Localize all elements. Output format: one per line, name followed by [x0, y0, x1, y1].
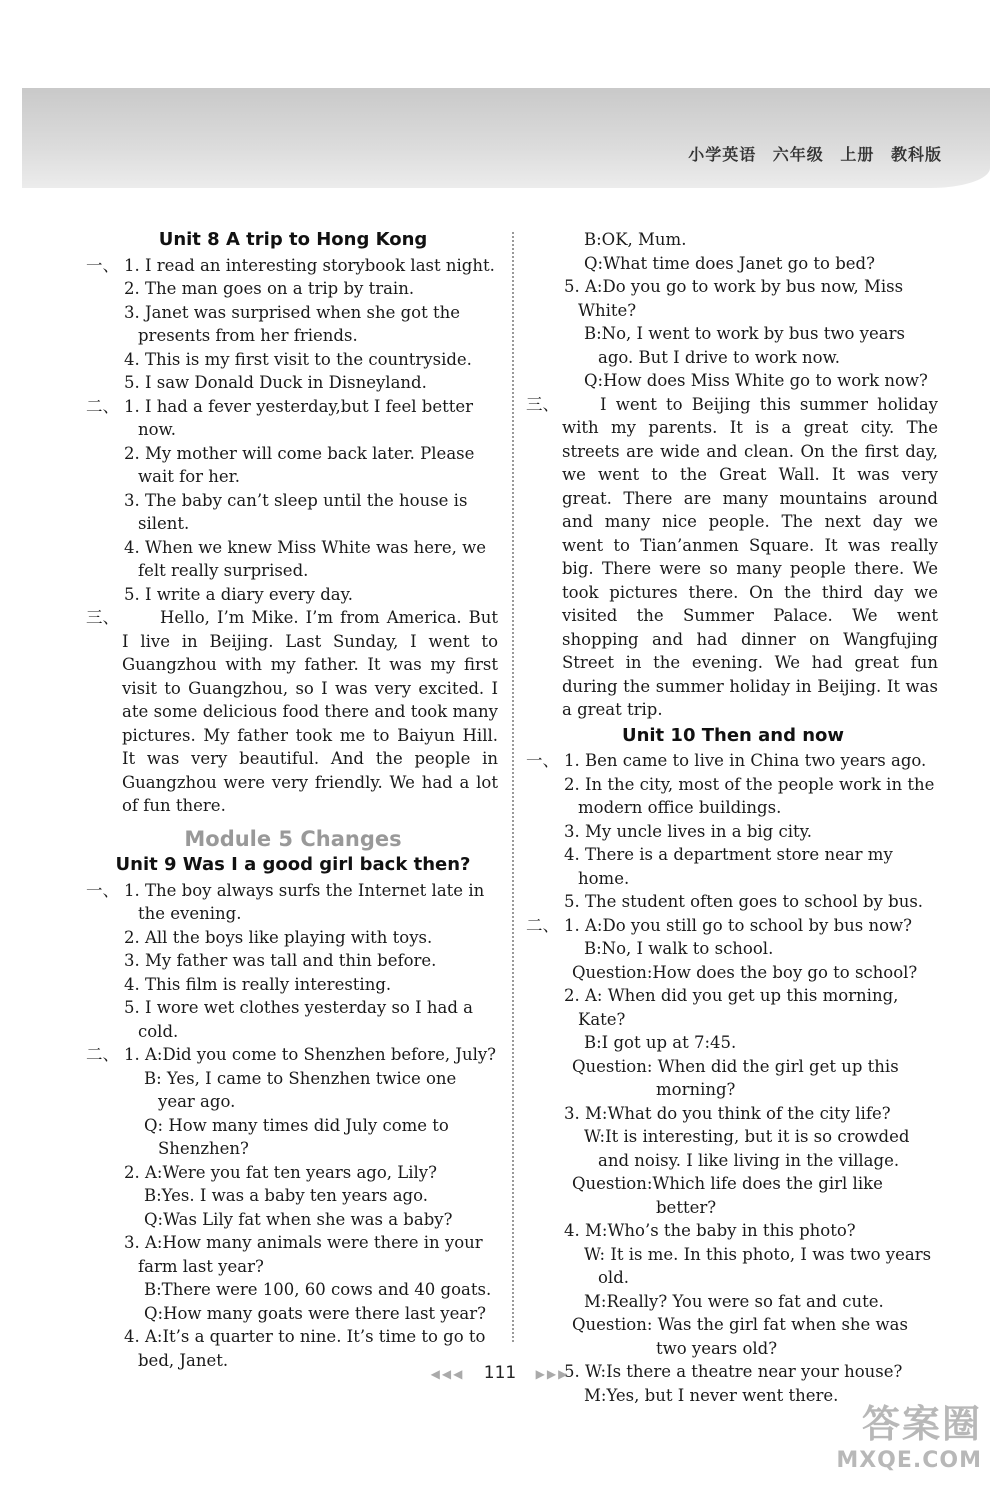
dialogue-line: B:Yes. I was a baby ten years ago. — [144, 1186, 428, 1205]
header-title — [688, 142, 942, 165]
dialogue-line: M:Really? You were so fat and cute. — [584, 1291, 884, 1311]
watermark-logo — [836, 1393, 982, 1473]
dialogue-line: 3. A:How many animals were there in your farm last year? — [124, 1233, 483, 1276]
column-divider — [512, 232, 514, 1342]
dialogue-line: B:No, I went to work by bus two years ago. But I drive to work now. — [584, 324, 905, 367]
dialogue-question: Q: How many times did July come to Shenzhen? — [144, 1115, 449, 1158]
unit9-section-3 — [528, 393, 938, 722]
dialogue-line: 二、 1. A:Do you still go to school by bus now? — [528, 914, 938, 938]
dialogue-line: B:I got up at 7:45. — [584, 1033, 737, 1052]
section-mark: 一、 — [526, 751, 559, 770]
watermark-url: MXQE.COM — [836, 1448, 982, 1473]
list-item: 2. In the city, most of the people work in the modern office buildings. — [564, 774, 935, 817]
list-item: 5. The student often goes to school by bus. — [564, 892, 924, 911]
list-item: 5. I saw Donald Duck in Disneyland. — [124, 373, 427, 392]
dialogue-question: Q:How does Miss White go to work now? — [584, 371, 928, 390]
unit9-section-2 — [88, 1043, 498, 1372]
unit9-title: Unit 9 Was I a good girl back then? — [115, 854, 471, 875]
dialogue-line: 5. W:Is there a theatre near your house? — [564, 1362, 903, 1381]
dialogue-question: Question: When did the girl get up this morning? — [572, 1056, 899, 1099]
dialogue-line: 5. A:Do you go to work by bus now, Miss White? — [564, 277, 904, 320]
right-column — [528, 228, 938, 1407]
list-item: 4. There is a department store near my home. — [564, 845, 893, 888]
list-item: 5. I wore wet clothes yesterday so I had a cold. — [124, 998, 473, 1041]
section-mark: 二、 — [86, 1045, 119, 1064]
left-arrows-icon: ◀◀◀ — [430, 1367, 465, 1381]
dialogue-line: 4. M:Who’s the baby in this photo? — [564, 1221, 856, 1240]
list-item: 一、 1. Ben came to live in China two years ago. — [528, 749, 938, 773]
passage-text: Hello, I’m Mike. I’m from America. But I live in Beijing. Last Sunday, I went to Guangzhou with my father. It was my first visit to Guangzhou, so I was very excited. I ate some delicious food there and took many pictures. My father took me to Baiyun Hill. It was very beautiful. And the people in Guangzhou were very friendly. We had a lot of fun there. — [122, 608, 498, 815]
unit8-section-1 — [88, 254, 498, 395]
section-mark: 二、 — [526, 915, 559, 935]
list-item: 4. This is my first visit to the countryside. — [124, 349, 472, 369]
header-band — [22, 88, 990, 188]
module-title: Module 5 Changes — [184, 826, 402, 851]
left-column — [88, 226, 498, 1372]
dialogue-question: Question:How does the boy go to school? — [572, 962, 918, 982]
right-arrows-icon: ▶▶▶ — [535, 1367, 570, 1381]
page-number-bar — [0, 1363, 1000, 1383]
unit10-section-2 — [528, 914, 938, 1408]
header-subject: 小学英语 — [688, 145, 757, 164]
section-mark: 一、 — [86, 880, 119, 900]
passage-text: I went to Beijing this summer holiday with my parents. It is a great city. The streets are wide and clean. On the first day, we went to the Great Wall. It was very great. There are many mountains around and many nice people. The next day we went to Tian’anmen Square. It was really big. There were so many people there. We took pictures there. On the third day we visited the Summer Palace. We went shopping and had dinner on Wangfujing Street in the evening. We had great fun during the summer holiday in Beijing. It was a great trip. — [562, 394, 938, 719]
dialogue-line: 2. A:Were you fat ten years ago, Lily? — [124, 1162, 437, 1182]
list-item: 3. Janet was surprised when she got the presents from her friends. — [124, 302, 461, 345]
dialogue-line: B:OK, Mum. — [584, 230, 687, 249]
watermark-main: 答案圈 — [861, 1402, 982, 1446]
list-item: 2. My mother will come back later. Please wait for her. — [124, 443, 475, 486]
list-item: 一、 1. I read an interesting storybook last night. — [88, 254, 498, 278]
dialogue-line: B: Yes, I came to Shenzhen twice one year ago. — [144, 1068, 457, 1111]
dialogue-line: M:Yes, but I never went there. — [584, 1385, 839, 1405]
dialogue-line: B:No, I walk to school. — [584, 939, 774, 958]
dialogue-question: Q:How many goats were there last year? — [144, 1303, 486, 1323]
unit10-title: Unit 10 Then and now — [621, 724, 845, 746]
header-volume: 上册 — [840, 145, 875, 164]
list-item: 4. When we knew Miss White was here, we felt really surprised. — [124, 537, 487, 580]
dialogue-line: 2. A: When did you get up this morning, Kate? — [564, 986, 899, 1029]
list-item: 3. The baby can’t sleep until the house is silent. — [124, 490, 468, 533]
section-mark: 一、 — [86, 255, 119, 275]
header-grade: 六年级 — [772, 145, 824, 164]
dialogue-line: 4. A:It’s a quarter to nine. It’s time to go to bed, Janet. — [124, 1327, 486, 1370]
list-item: 5. I write a diary every day. — [124, 584, 353, 604]
unit8-section-2 — [88, 395, 498, 607]
list-item: 4. This film is really interesting. — [124, 974, 392, 994]
unit9-section-1 — [88, 879, 498, 1044]
list-item: 2. All the boys like playing with toys. — [124, 927, 433, 947]
dialogue-line: W: It is me. In this photo, I was two years old. — [584, 1244, 932, 1287]
unit8-section-3 — [88, 606, 498, 818]
unit10-section-1 — [528, 749, 938, 914]
dialogue-question: Question:Which life does the girl like better? — [572, 1174, 883, 1217]
dialogue-line: W:It is interesting, but it is so crowded and noisy. I like living in the village. — [584, 1127, 910, 1170]
header-edition: 教科版 — [890, 145, 942, 164]
page-number: 111 — [483, 1363, 517, 1383]
section-mark: 三、 — [86, 608, 119, 627]
list-item: 3. My uncle lives in a big city. — [564, 821, 812, 841]
list-item: 二、 1. I had a fever yesterday,but I feel better now. — [86, 396, 474, 439]
dialogue-question: Q:What time does Janet go to bed? — [584, 253, 875, 273]
dialogue-question: Question: Was the girl fat when she was two years old? — [572, 1315, 908, 1358]
list-item: 一、 1. The boy always surfs the Internet late in the evening. — [86, 880, 485, 923]
dialogue-line: B:There were 100, 60 cows and 40 goats. — [144, 1280, 492, 1299]
section-mark: 二、 — [86, 396, 119, 416]
dialogue-line: 二、 1. A:Did you come to Shenzhen before, July? — [88, 1043, 498, 1067]
dialogue-question: Q:Was Lily fat when she was a baby? — [144, 1209, 453, 1229]
list-item: 2. The man goes on a trip by train. — [124, 279, 415, 298]
section-mark: 三、 — [526, 394, 559, 414]
dialogue-line: 3. M:What do you think of the city life? — [564, 1103, 891, 1123]
list-item: 3. My father was tall and thin before. — [124, 951, 437, 970]
unit8-title: Unit 8 A trip to Hong Kong — [158, 229, 428, 250]
